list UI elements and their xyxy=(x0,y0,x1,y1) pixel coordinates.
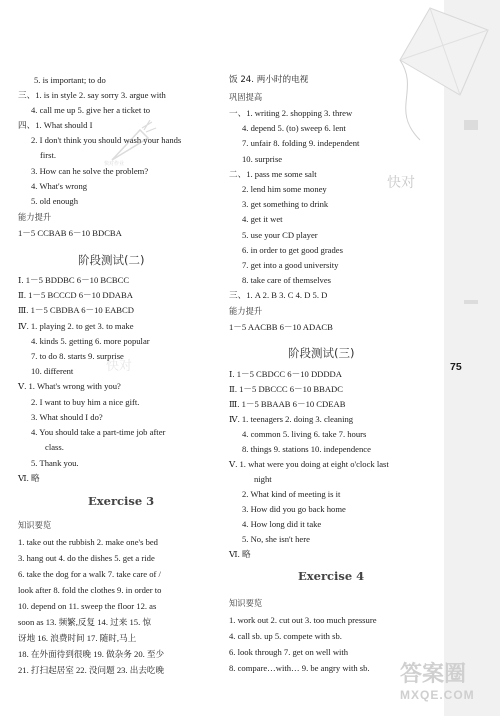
answer-line: 4. depend 5. (to) sweep 6. lent xyxy=(242,123,346,133)
exercise-title: Exercise 4 xyxy=(298,569,365,583)
answer-line: Ⅴ. 1. what were you doing at eight o'clock last xyxy=(229,459,389,469)
answer-line: 5. old enough xyxy=(31,196,79,206)
answer-line: 6. in order to get good grades xyxy=(242,245,343,255)
answer-line: 3. What should I do? xyxy=(31,412,103,422)
answer-line: 2. I don't think you should wash your hands xyxy=(31,135,182,145)
answer-line: 2. What kind of meeting is it xyxy=(242,489,341,499)
answer-line: 3. How did you go back home xyxy=(242,504,346,514)
answer-line: 4. How long did it take xyxy=(242,519,322,529)
watermark-url: MXQE.COM xyxy=(400,688,475,702)
answer-line: class. xyxy=(45,442,64,452)
answer-line: 一、1. writing 2. shopping 3. threw xyxy=(229,108,353,118)
page-number: 75 xyxy=(450,361,462,373)
answer-line: 3. How can he solve the problem? xyxy=(31,166,149,176)
answer-line: 18. 在外面待到很晚 19. 做杂务 20. 至少 xyxy=(18,649,165,659)
answer-line: Ⅰ. 1－5 CBDCC 6－10 DDDDA xyxy=(229,369,342,379)
answer-line: 7. get into a good university xyxy=(242,260,339,270)
answer-line: 8. compare…with… 9. be angry with sb. xyxy=(229,663,370,673)
answer-line: 4. kinds 5. getting 6. more popular xyxy=(31,336,150,346)
answer-line: 4. call sb. up 5. compete with sb. xyxy=(229,631,342,641)
answer-line: 7. unfair 8. folding 9. independent xyxy=(242,138,360,148)
answer-line: Ⅲ. 1－5 BBAAB 6－10 CDEAB xyxy=(229,399,346,409)
answer-line: 1－5 AACBB 6－10 ADACB xyxy=(229,322,333,332)
section-heading: 知识要览 xyxy=(229,598,263,608)
answer-line: night xyxy=(254,474,272,484)
test-title: 阶段测试(二) xyxy=(78,253,145,267)
answer-line: 讶地 16. 浪费时间 17. 随时,马上 xyxy=(18,633,137,643)
watermark-text: 快对 xyxy=(387,175,415,191)
section-heading: 知识要览 xyxy=(18,520,52,530)
stamp-watermark xyxy=(100,120,158,180)
answer-line: 10. surprise xyxy=(242,154,283,164)
section-heading: 巩固提高 xyxy=(229,92,263,102)
answer-line: first. xyxy=(40,150,56,160)
answer-line: 2. lend him some money xyxy=(242,184,327,194)
answer-line: 21. 打扫起居室 22. 没问题 23. 出去吃晚 xyxy=(18,665,165,675)
answer-line: 6. take the dog for a walk 7. take care of / xyxy=(18,569,161,579)
answer-line: 4. You should take a part-time job after xyxy=(31,427,166,437)
answer-line: 3. get something to drink xyxy=(242,199,329,209)
answer-line: 6. look through 7. get on well with xyxy=(229,647,349,657)
answer-line: 3. hang out 4. do the dishes 5. get a ride xyxy=(18,553,155,563)
answer-line: 4. common 5. living 6. take 7. hours xyxy=(242,429,367,439)
carrot-icon xyxy=(100,120,158,164)
answer-line: 1. work out 2. cut out 3. too much pressure xyxy=(229,615,377,625)
answer-line: Ⅱ. 1－5 DBCCC 6－10 BBADC xyxy=(229,384,343,394)
answer-line: 10. depend on 11. sweep the floor 12. as xyxy=(18,601,157,611)
answer-line: 1. take out the rubbish 2. make one's bed xyxy=(18,537,158,547)
stamp-text: 快对作业 xyxy=(104,161,125,167)
watermark-logo-text: 答案圈 xyxy=(400,662,467,687)
corner-watermark xyxy=(400,662,498,714)
answer-line: 4. get it wet xyxy=(242,214,283,224)
answer-line: look after 8. fold the clothes 9. in order to xyxy=(18,585,162,595)
answer-line: 2. I want to buy him a nice gift. xyxy=(31,397,140,407)
answer-line: 5. No, she isn't here xyxy=(242,534,310,544)
answer-line: soon as 13. 频繁,反复 14. 过来 15. 惊 xyxy=(18,617,151,627)
answer-line: 8. things 9. stations 10. independence xyxy=(242,444,371,454)
answer-line: 1－5 CCBAB 6－10 BDCBA xyxy=(18,228,122,238)
answer-line: 四、1. What should I xyxy=(18,120,93,130)
answer-line: Ⅳ. 1. playing 2. to get 3. to make xyxy=(18,321,134,331)
answer-line: Ⅵ. 略 xyxy=(229,549,251,559)
answer-line: 5. Thank you. xyxy=(31,458,79,468)
answer-line: Ⅳ. 1. teenagers 2. doing 3. cleaning xyxy=(229,414,354,424)
answer-line: Ⅲ. 1－5 CBDBA 6－10 EABCD xyxy=(18,305,134,315)
section-heading: 能力提升 xyxy=(18,212,52,222)
answer-line: 7. to do 8. starts 9. surprise xyxy=(31,351,124,361)
answer-line: Ⅵ. 略 xyxy=(18,473,40,483)
test-title: 阶段测试(三) xyxy=(288,346,355,360)
answer-line: 4. call me up 5. give her a ticket to xyxy=(31,105,151,115)
answer-line: Ⅰ. 1－5 BDDBC 6－10 BCBCC xyxy=(18,275,130,285)
answer-line: 三、1. is in style 2. say sorry 3. argue with xyxy=(18,90,166,100)
sidebar-stripe xyxy=(464,300,478,304)
answer-line: Ⅱ. 1－5 BCCCD 6－10 DDABA xyxy=(18,290,133,300)
answer-line: 饭 24. 两小时的电视 xyxy=(229,75,309,85)
answer-line: 10. different xyxy=(31,366,74,376)
answer-line: 4. What's wrong xyxy=(31,181,88,191)
answer-line: 三、1. A 2. B 3. C 4. D 5. D xyxy=(229,290,328,300)
answer-line: Ⅴ. 1. What's wrong with you? xyxy=(18,381,121,391)
kite-decoration xyxy=(360,0,500,150)
answer-line: 二、1. pass me some salt xyxy=(229,169,317,179)
answer-line: 5. is important; to do xyxy=(34,75,106,85)
faint-watermark: 快对 xyxy=(106,359,133,374)
section-heading: 能力提升 xyxy=(229,306,263,316)
answer-line: 8. take care of themselves xyxy=(242,275,332,285)
answer-line: 5. use your CD player xyxy=(242,230,318,240)
exercise-title: Exercise 3 xyxy=(88,494,155,508)
